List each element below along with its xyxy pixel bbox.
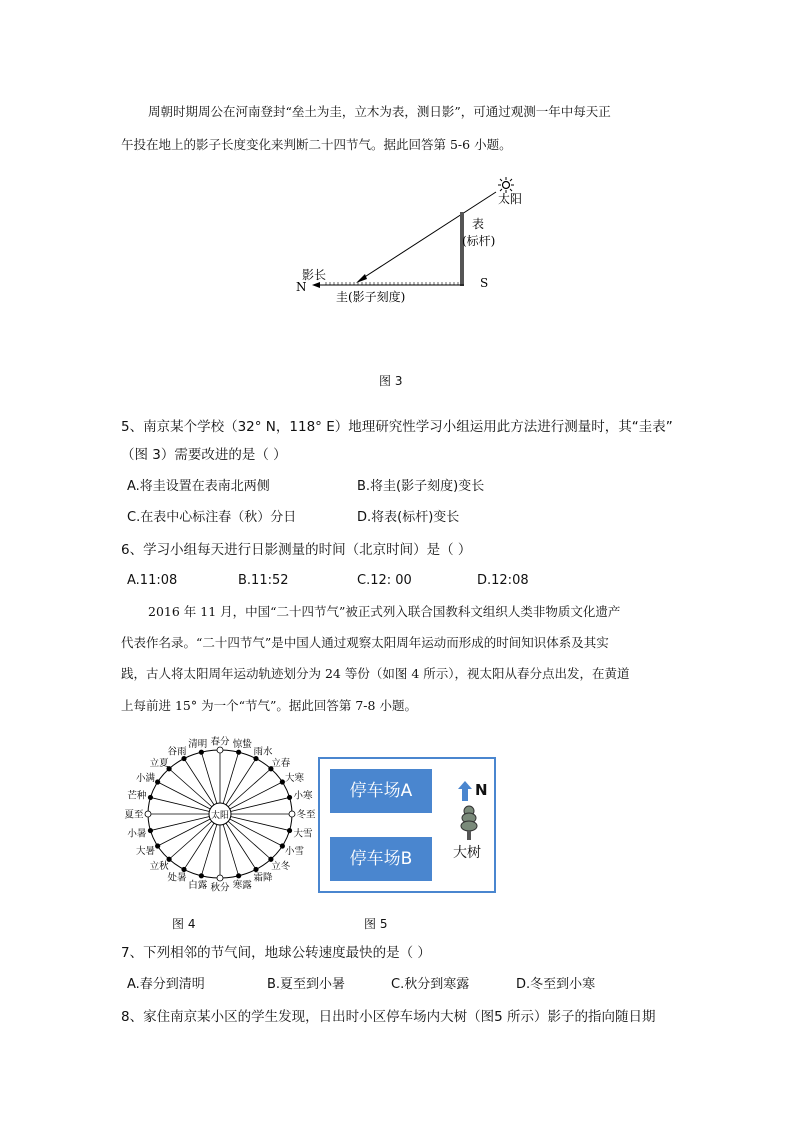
north-arrow-icon — [458, 781, 472, 801]
north-label: N — [296, 280, 307, 294]
north-label: N — [475, 781, 488, 799]
parking-lot-b: 停车场B — [330, 837, 432, 881]
solar-term-label: 惊蛰 — [232, 738, 252, 750]
solar-term-label: 大雪 — [293, 828, 313, 840]
solar-term-label: 大暑 — [136, 846, 156, 857]
sun-center-label: 太阳 — [210, 811, 230, 821]
solar-term-point — [287, 795, 291, 799]
passage2-line2: 代表作名录。“二十四节气”是中国人通过观察太阳周年运动而形成的时间知识体系及其实 — [121, 635, 609, 650]
question8-stem: 8、家住南京某小区的学生发现，日出时小区停车场内大树（图5 所示）影子的指向随日期 — [121, 1009, 656, 1025]
solar-term-label: 小雪 — [284, 846, 304, 857]
passage1-line1: 周朝时期周公在河南登封“垒土为圭，立木为表，测日影”，可通过观测一年中每天正 — [148, 104, 611, 119]
sun-ray-arrowhead — [356, 274, 367, 283]
solar-term-label: 立春 — [271, 757, 291, 769]
question7-option-d[interactable]: D.冬至到小寒 — [516, 977, 596, 992]
question6-option-a[interactable]: A.11:08 — [127, 573, 178, 588]
solar-term-point — [287, 828, 291, 832]
south-label: S — [480, 276, 489, 290]
solar-term-point — [148, 828, 152, 832]
solar-term-label: 小暑 — [127, 828, 147, 840]
question5-option-c[interactable]: C.在表中心标注春（秋）分日 — [127, 510, 297, 525]
question7-option-a[interactable]: A.春分到清明 — [127, 977, 205, 992]
solar-term-label: 白露 — [188, 880, 208, 892]
solar-term-point — [155, 780, 159, 784]
solar-term-point — [148, 795, 152, 799]
question7-option-b[interactable]: B.夏至到小暑 — [267, 977, 346, 992]
sun-label: 太阳 — [498, 192, 523, 206]
tree-icon — [458, 805, 480, 841]
solar-term-point — [280, 780, 284, 784]
solar-term-point — [217, 875, 223, 881]
tree-label: 大树 — [453, 845, 481, 861]
solar-term-point — [199, 750, 203, 754]
shadow-length-label: 影长 — [302, 268, 327, 282]
figure3-caption: 图 3 — [379, 374, 403, 388]
solar-term-label: 春分 — [210, 736, 230, 748]
solar-term-point — [236, 750, 240, 754]
question7-stem: 7、下列相邻的节气间，地球公转速度最快的是（ ） — [121, 945, 431, 961]
solar-term-label: 雨水 — [253, 746, 273, 758]
parking-lot-a: 停车场A — [330, 769, 432, 813]
pole-label: 表 — [472, 217, 485, 231]
figure4-solar-terms-diagram — [115, 730, 316, 898]
question7-option-c[interactable]: C.秋分到寒露 — [391, 977, 470, 992]
gui-label: 圭(影子刻度) — [336, 290, 406, 304]
solar-term-point — [289, 811, 295, 817]
solar-term-point — [254, 867, 258, 871]
figure5-caption: 图 5 — [364, 917, 388, 931]
solar-term-point — [182, 867, 186, 871]
solar-term-label: 小寒 — [293, 790, 313, 802]
north-arrowhead — [312, 282, 320, 288]
pole-sublabel: (标杆) — [462, 234, 496, 248]
question5-stem-line2: （图 3）需要改进的是（ ） — [121, 447, 287, 463]
solar-term-point — [236, 874, 240, 878]
solar-term-label: 秋分 — [210, 882, 230, 894]
passage1-line2: 午投在地上的影子长度变化来判断二十四节气。据此回答第 5-6 小题。 — [121, 137, 512, 152]
figure4-caption: 图 4 — [172, 917, 196, 931]
solar-term-label: 清明 — [188, 738, 208, 750]
question5-option-b[interactable]: B.将圭(影子刻度)变长 — [357, 479, 485, 494]
solar-term-label: 冬至 — [296, 809, 316, 821]
solar-term-point — [280, 844, 284, 848]
solar-term-label: 立冬 — [271, 861, 291, 873]
question6-option-d[interactable]: D.12:08 — [477, 573, 529, 588]
solar-term-label: 谷雨 — [167, 746, 187, 758]
question6-option-b[interactable]: B.11:52 — [238, 573, 289, 588]
figure5-frame — [318, 757, 496, 893]
solar-term-label: 处暑 — [167, 872, 187, 884]
solar-term-label: 小满 — [136, 773, 156, 784]
question5-stem-line1: 5、南京某个学校（32° N，118° E）地理研究性学习小组运用此方法进行测量时，其“圭表” — [121, 419, 673, 435]
solar-term-label: 立秋 — [149, 861, 169, 873]
question6-stem: 6、学习小组每天进行日影测量的时间（北京时间）是（ ） — [121, 542, 472, 558]
solar-term-label: 寒露 — [232, 880, 252, 892]
figure3-gnomon-diagram — [290, 170, 530, 310]
solar-term-point — [199, 874, 203, 878]
solar-term-label: 大寒 — [284, 773, 304, 784]
question5-option-a[interactable]: A.将圭设置在表南北两侧 — [127, 479, 270, 494]
solar-term-label: 立夏 — [149, 757, 169, 769]
passage2-line3: 践，古人将太阳周年运动轨迹划分为 24 等份（如图 4 所示），视太阳从春分点出发，在黄道 — [121, 666, 630, 681]
solar-term-point — [217, 747, 223, 753]
solar-term-point — [145, 811, 151, 817]
solar-term-point — [155, 844, 159, 848]
passage2-line1: 2016 年 11 月，中国“二十四节气”被正式列入联合国教科文组织人类非物质文化遗产 — [148, 604, 621, 619]
solar-term-label: 夏至 — [124, 809, 144, 821]
question6-option-c[interactable]: C.12: 00 — [357, 573, 412, 588]
question5-option-d[interactable]: D.将表(标杆)变长 — [357, 510, 460, 525]
sun-icon — [498, 177, 514, 193]
passage2-line4: 上每前进 15° 为一个“节气”。据此回答第 7-8 小题。 — [121, 698, 417, 713]
solar-term-label: 霜降 — [253, 872, 273, 884]
solar-term-label: 芒种 — [127, 790, 147, 802]
gnomon-pole — [460, 212, 464, 286]
